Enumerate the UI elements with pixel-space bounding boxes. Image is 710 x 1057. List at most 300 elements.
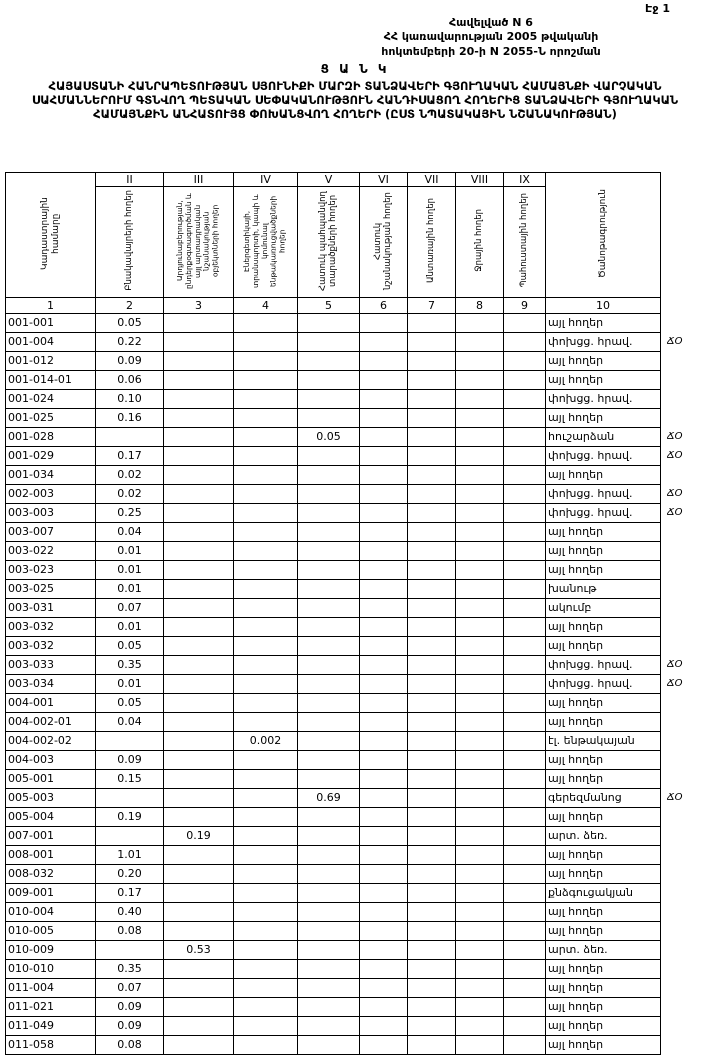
land-area-value [234,428,298,447]
note-cell: այլ հողեր [546,409,661,428]
land-area-value [456,732,504,751]
land-area-value [456,523,504,542]
land-area-value [164,903,234,922]
land-area-value: 0.02 [96,485,164,504]
land-area-value [164,485,234,504]
land-area-value [360,1036,408,1055]
land-area-value [298,1036,360,1055]
cadastral-code: 001-029 [6,447,96,466]
note-cell: այլ հողեր [546,637,661,656]
land-area-value [298,580,360,599]
land-area-value [164,390,234,409]
land-area-value [234,808,298,827]
land-area-value [360,390,408,409]
cadastral-code: 005-004 [6,808,96,827]
col-header-land-category [234,187,298,298]
land-area-value [96,827,164,846]
margin-mark [661,352,706,371]
land-area-value [360,922,408,941]
land-area-value: 0.17 [96,884,164,903]
roman-numeral: VIII [456,173,504,187]
land-area-value [298,884,360,903]
land-area-value: 0.09 [96,751,164,770]
table-body [6,314,706,1055]
cadastral-code: 004-002-01 [6,713,96,732]
land-area-value [504,1036,546,1055]
land-area-value [456,770,504,789]
table-row [6,675,706,694]
land-area-value [456,504,504,523]
land-area-value [360,485,408,504]
land-area-value [298,561,360,580]
land-area-value [360,751,408,770]
column-number: 6 [360,298,408,314]
table-row [6,656,706,675]
cadastral-code: 001-012 [6,352,96,371]
land-area-value [408,732,456,751]
margin-mark [661,694,706,713]
land-area-value [234,333,298,352]
note-cell: այլ հողեր [546,922,661,941]
note-cell: այլ հողեր [546,979,661,998]
cadastral-code: 011-021 [6,998,96,1017]
land-area-value [408,542,456,561]
table-row [6,561,706,580]
land-area-value [298,371,360,390]
margin-mark [661,1036,706,1055]
land-area-value: 0.22 [96,333,164,352]
land-area-value [360,314,408,333]
land-area-value [298,770,360,789]
land-area-value [164,675,234,694]
land-area-value [164,1036,234,1055]
land-area-value [408,333,456,352]
land-area-value [504,789,546,808]
margin-mark: ՃՕ [667,431,683,442]
margin-mark [661,713,706,732]
margin-mark [661,808,706,827]
land-area-value [504,960,546,979]
land-area-value [408,941,456,960]
land-area-value [456,542,504,561]
appendix-line-2: ՀՀ կառավարության 2005 թվականի [383,30,599,44]
land-area-value [456,713,504,732]
land-area-value [504,713,546,732]
land-area-value [456,979,504,998]
land-area-value [298,713,360,732]
land-area-value: 1.01 [96,846,164,865]
note-cell: փոխցց. հրավ. [546,485,661,504]
margin-mark [661,1017,706,1036]
cadastral-code: 003-031 [6,599,96,618]
land-area-value [164,409,234,428]
table-row [6,1017,706,1036]
land-area-value: 0.05 [96,637,164,656]
land-area-value: 0.06 [96,371,164,390]
land-area-value: 0.01 [96,675,164,694]
land-area-value [456,637,504,656]
table-row [6,713,706,732]
land-area-value [456,808,504,827]
margin-mark [661,314,706,333]
note-cell: փոխցց. հրավ. [546,447,661,466]
land-area-value [298,637,360,656]
land-area-value [234,466,298,485]
land-area-value [298,846,360,865]
cadastral-code: 003-003 [6,504,96,523]
land-area-value [164,466,234,485]
land-area-value: 0.35 [96,960,164,979]
land-area-value [360,732,408,751]
land-area-value [164,865,234,884]
land-area-value [298,599,360,618]
land-area-value: 0.002 [234,732,298,751]
land-area-value [504,884,546,903]
land-area-value [298,808,360,827]
note-cell: այլ հողեր [546,542,661,561]
land-area-value [504,637,546,656]
land-area-value [298,960,360,979]
document-subtitle: ՀԱՅԱՍՏԱՆԻ ՀԱՆՐԱՊԵՏՈՒԹՅԱՆ ՍՅՈՒՆԻՔԻ ՄԱՐԶԻ ՏԱՆՁԱՎԵՐԻ ԳՅՈՒՂԱԿԱՆ ՀԱՄԱՅՆՔԻ ՎԱՐՉԱԿԱՆ ՍԱՀՄԱՆՆԵՐՈՒՄ ԳՏՆՎՈՂ ՊԵՏԱԿԱՆ ՍԵՓԱԿԱՆՈՒԹՅՈՒՆ ՀԱՆԴԻՍԱՑՈՂ ՀՈՂԵՐԻՑ ՏԱՆՁԱՎԵՐԻ ԳՅՈՒՂԱԿԱՆ ՀԱՄԱՅՆՔԻՆ ԱՆՀԱՏՈՒՅՑ ՓՈԽԱՆՑՎՈՂ ՀՈՂԵՐԻ (ԸՍՏ ՆՊԱՏԱԿԱՅԻՆ ՆՇԱՆԱԿՈՒԹՅԱՆ) [31,79,679,122]
land-area-value [504,371,546,390]
land-area-value [298,314,360,333]
land-area-value [408,751,456,770]
cadastral-code: 010-010 [6,960,96,979]
land-area-value [96,941,164,960]
land-area-value [360,561,408,580]
cadastral-code: 001-024 [6,390,96,409]
land-area-value [360,979,408,998]
table-row [6,523,706,542]
land-area-value [408,884,456,903]
col-header-note-label: Ծանոթագրություն [597,188,608,278]
table-row [6,333,706,352]
land-area-value [456,352,504,371]
margin-mark [661,979,706,998]
land-area-value [234,979,298,998]
roman-numeral: VII [408,173,456,187]
land-area-value [96,732,164,751]
cadastral-code: 003-032 [6,637,96,656]
document-title: Ց Ա Ն Կ [320,62,390,76]
cadastral-code: 001-034 [6,466,96,485]
note-cell: այլ հողեր [546,694,661,713]
land-area-value [360,409,408,428]
land-area-value [408,846,456,865]
note-cell: այլ հողեր [546,865,661,884]
land-area-value [504,865,546,884]
land-area-value [234,770,298,789]
column-number: 9 [504,298,546,314]
land-area-value [456,561,504,580]
land-area-value: 0.01 [96,580,164,599]
land-area-value [164,846,234,865]
margin-mark [661,903,706,922]
appendix-line-3: հոկտեմբերի 20-ի N 2055-Ն որոշման [381,44,601,58]
margin-mark [661,998,706,1017]
land-area-value [96,428,164,447]
land-area-value [360,371,408,390]
land-area-value [234,618,298,637]
land-area-value [504,979,546,998]
land-area-value [298,751,360,770]
margin-mark [661,827,706,846]
col-header-note [546,173,661,298]
land-area-value: 0.25 [96,504,164,523]
land-area-value [456,428,504,447]
land-area-value [164,542,234,561]
land-area-value [504,390,546,409]
table-row [6,960,706,979]
land-area-value [456,865,504,884]
margin-mark [661,371,706,390]
land-area-value [504,504,546,523]
land-area-value [298,1017,360,1036]
table-row [6,447,706,466]
land-area-value [504,466,546,485]
margin-mark [661,732,706,751]
table-row [6,865,706,884]
land-area-value [234,656,298,675]
table-row [6,884,706,903]
land-area-value [456,675,504,694]
land-area-value [456,314,504,333]
land-area-value [298,827,360,846]
land-area-value [408,656,456,675]
land-area-value [234,713,298,732]
land-area-value [456,903,504,922]
note-cell: հուշարձան [546,428,661,447]
land-area-value [360,770,408,789]
land-area-value [408,637,456,656]
note-cell: այլ հողեր [546,770,661,789]
cadastral-code: 007-001 [6,827,96,846]
margin-mark [661,941,706,960]
land-area-value [408,580,456,599]
land-area-value [504,428,546,447]
margin-mark [661,865,706,884]
land-area-value [164,599,234,618]
land-area-value [456,618,504,637]
land-area-value [456,1036,504,1055]
land-area-value [298,922,360,941]
land-area-value [234,561,298,580]
land-area-value [298,732,360,751]
margin-mark [661,523,706,542]
column-number: 3 [164,298,234,314]
land-area-value [298,523,360,542]
land-area-value [456,941,504,960]
cadastral-code: 010-009 [6,941,96,960]
land-area-value [298,903,360,922]
land-area-value [298,504,360,523]
margin-mark: ՃՕ [667,678,683,689]
land-area-value [504,770,546,789]
land-area-value: 0.35 [96,656,164,675]
land-area-value [234,1017,298,1036]
land-area-value [164,618,234,637]
land-area-value [504,732,546,751]
table-row [6,371,706,390]
column-number: 1 [6,298,96,314]
margin-mark: ՃՕ [667,792,683,803]
margin-area [661,298,706,314]
table-row [6,808,706,827]
margin-mark [661,884,706,903]
land-area-value [298,390,360,409]
table-row [6,827,706,846]
land-area-value [504,314,546,333]
land-area-value [456,466,504,485]
note-cell: փոխցց. հրավ. [546,656,661,675]
land-area-value: 0.08 [96,1036,164,1055]
land-area-value [456,694,504,713]
note-cell: այլ հողեր [546,1017,661,1036]
table-row [6,694,706,713]
table-row [6,390,706,409]
land-area-value [456,390,504,409]
table-row [6,941,706,960]
land-area-value [164,656,234,675]
land-area-value [456,371,504,390]
land-area-value [234,789,298,808]
land-area-value: 0.07 [96,599,164,618]
land-area-value [504,447,546,466]
land-area-value [360,884,408,903]
table-row [6,542,706,561]
land-area-value [298,998,360,1017]
land-area-value [164,694,234,713]
land-area-value [360,998,408,1017]
land-area-value [298,542,360,561]
col-header-land-category-label: Պահուստային հողեր [519,193,530,288]
land-area-value [360,637,408,656]
land-area-value [298,675,360,694]
col-header-land-category-label: Անտառային հողեր [426,198,437,283]
cadastral-code: 003-034 [6,675,96,694]
land-area-value [164,732,234,751]
col-header-land-category-label: Բնակավայրերի հողեր [124,190,135,291]
land-area-value [408,960,456,979]
note-cell: այլ հողեր [546,903,661,922]
land-area-value: 0.01 [96,618,164,637]
cadastral-code: 008-032 [6,865,96,884]
land-area-value: 0.09 [96,1017,164,1036]
land-area-value [408,865,456,884]
land-area-value [234,409,298,428]
column-number: 10 [546,298,661,314]
margin-mark [661,618,706,637]
land-area-value [96,789,164,808]
note-cell: ակումբ [546,599,661,618]
note-cell: այլ հողեր [546,846,661,865]
table-header [6,173,706,314]
land-area-value [164,314,234,333]
col-header-cadastral-number [6,173,96,298]
land-area-value [456,922,504,941]
land-area-value [298,941,360,960]
land-area-value: 0.19 [96,808,164,827]
margin-mark [661,390,706,409]
margin-mark [661,637,706,656]
table-row [6,314,706,333]
column-number: 4 [234,298,298,314]
col-header-land-category-label: Հատուկ պահպանվող տարածքների հողեր [318,190,339,291]
table-row [6,846,706,865]
land-area-value [298,865,360,884]
cadastral-code: 010-004 [6,903,96,922]
land-area-value [234,998,298,1017]
land-area-value [360,941,408,960]
land-area-value [164,770,234,789]
column-number: 2 [96,298,164,314]
land-area-value [234,390,298,409]
land-area-value [360,675,408,694]
note-cell: այլ հողեր [546,1036,661,1055]
note-cell: այլ հողեր [546,352,661,371]
land-area-value [456,485,504,504]
land-area-value [164,504,234,523]
note-cell: այլ հողեր [546,314,661,333]
land-area-value [408,390,456,409]
table-row [6,789,706,808]
note-cell: այլ հողեր [546,618,661,637]
margin-mark [661,846,706,865]
land-area-value [298,485,360,504]
margin-mark: ՃՕ [667,507,683,518]
land-area-value: 0.01 [96,542,164,561]
land-area-value [164,960,234,979]
land-area-value [360,789,408,808]
land-area-value [504,903,546,922]
margin-mark [661,922,706,941]
table-row [6,770,706,789]
land-area-value [456,884,504,903]
land-area-value [408,998,456,1017]
land-area-value: 0.53 [164,941,234,960]
note-cell: այլ հողեր [546,466,661,485]
land-area-value [164,352,234,371]
land-area-value [164,561,234,580]
col-header-land-category [504,187,546,298]
land-area-value [408,523,456,542]
margin-mark [661,580,706,599]
cadastral-code: 003-033 [6,656,96,675]
cadastral-code: 011-058 [6,1036,96,1055]
table-row [6,599,706,618]
land-area-value [164,713,234,732]
land-area-value [234,523,298,542]
page-number: Էջ 1 [645,2,670,15]
land-area-value [234,637,298,656]
land-area-value [456,580,504,599]
column-number: 8 [456,298,504,314]
col-header-land-category [408,187,456,298]
note-cell: խանութ [546,580,661,599]
land-area-value [298,694,360,713]
land-area-value [504,1017,546,1036]
cadastral-code: 003-025 [6,580,96,599]
table-row [6,979,706,998]
land-area-value [408,314,456,333]
margin-mark: ՃՕ [667,488,683,499]
cadastral-code: 001-025 [6,409,96,428]
col-header-land-category-label: Հատուկ նշանակության հողեր [373,191,394,290]
land-area-value [408,428,456,447]
margin-mark: ՃՕ [667,450,683,461]
land-area-value [504,580,546,599]
land-area-value [408,1036,456,1055]
